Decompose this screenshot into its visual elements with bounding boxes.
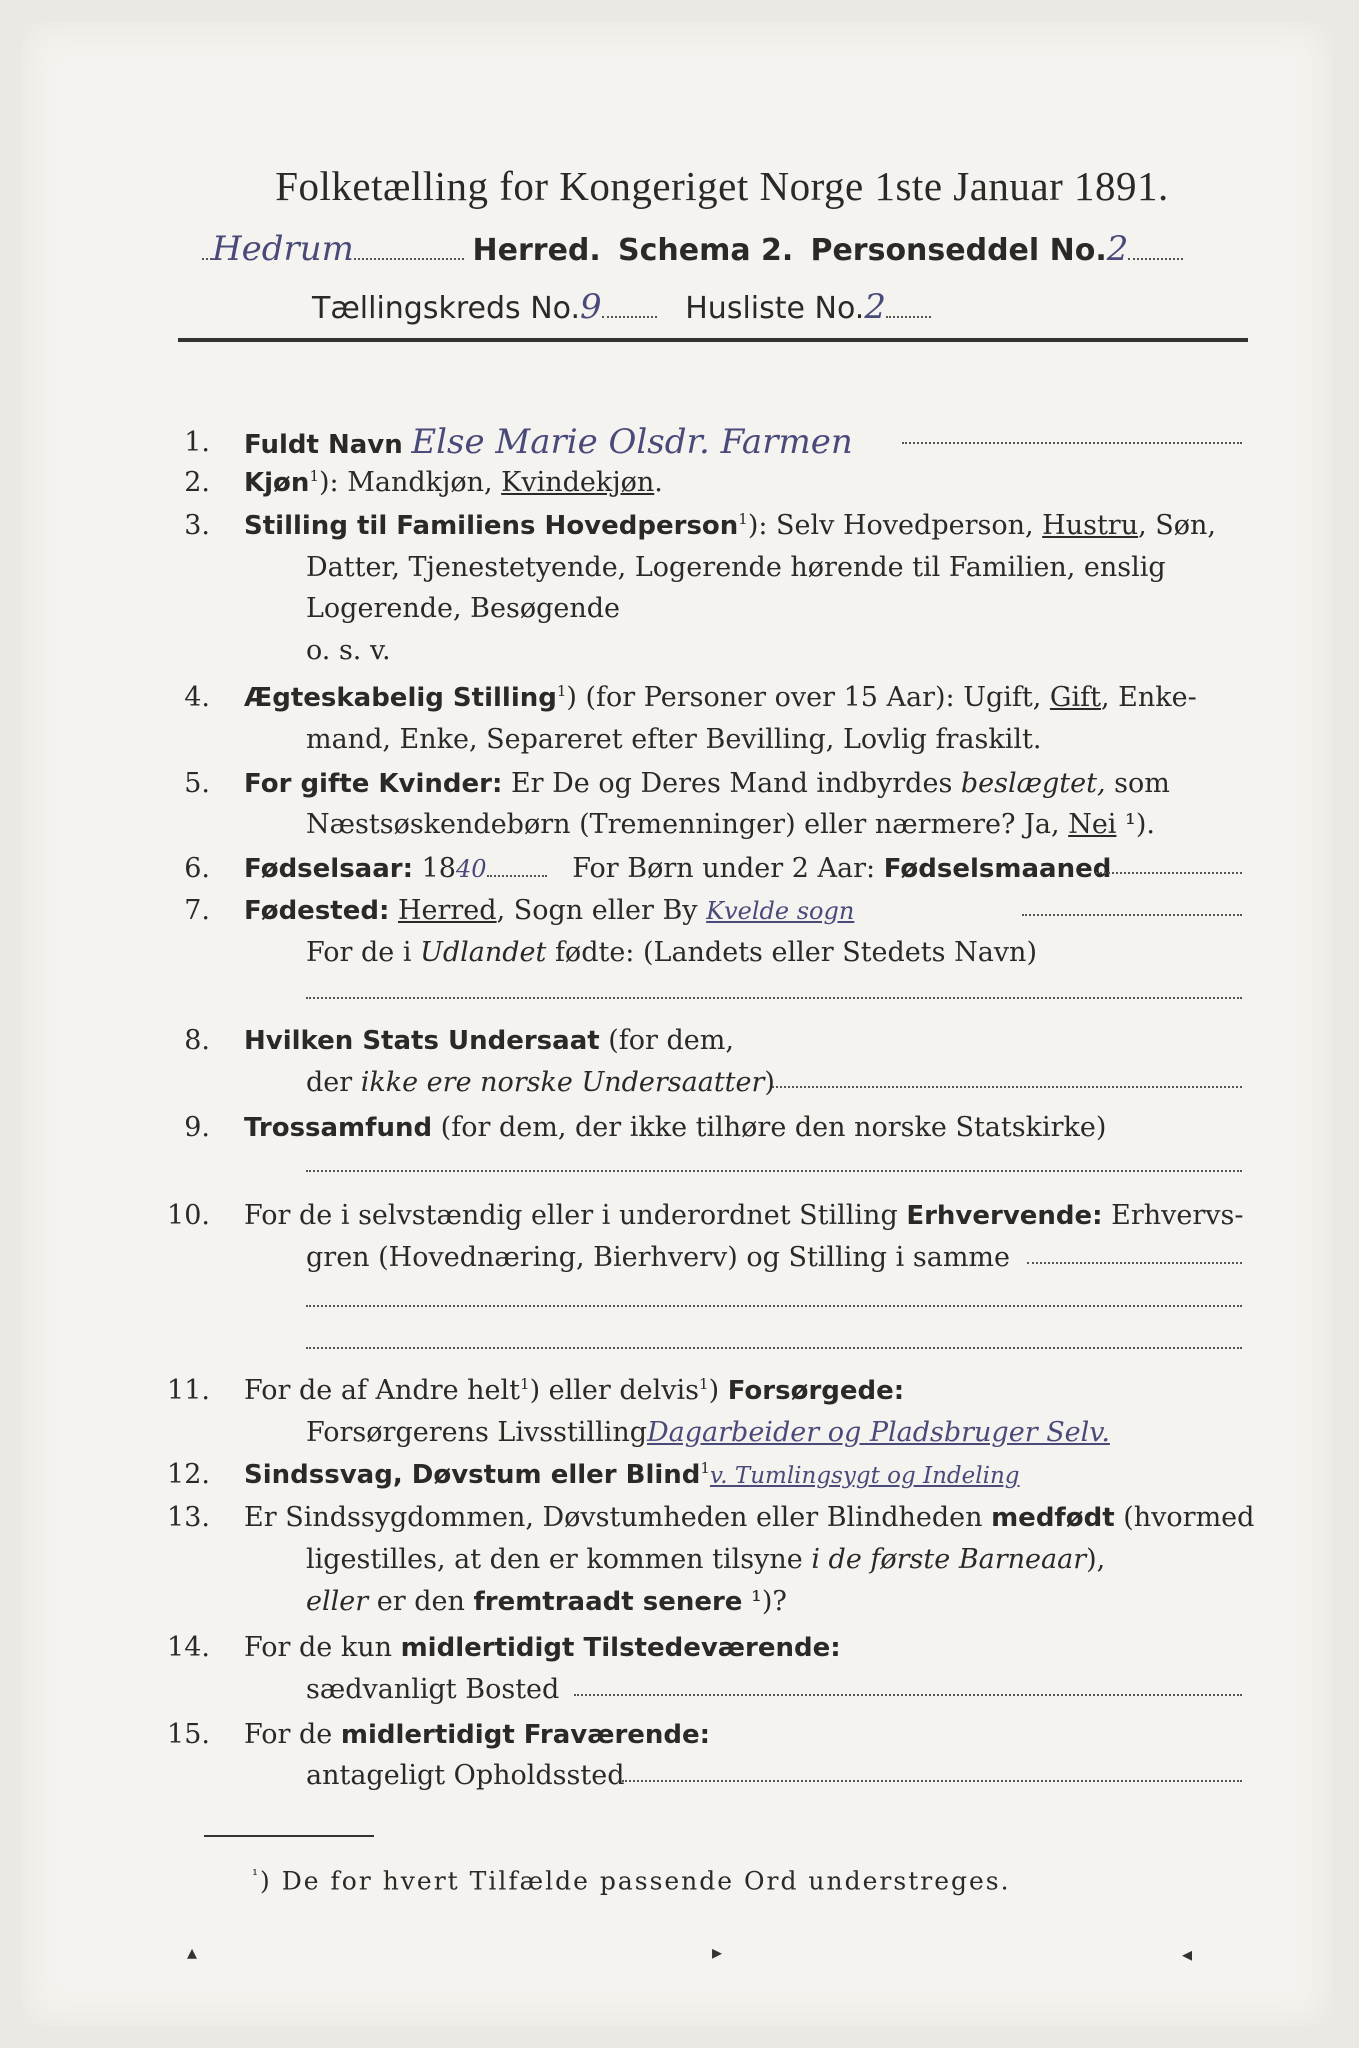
q8-dotted-line xyxy=(772,1086,1242,1088)
q7-number: 7. xyxy=(184,895,210,926)
footnote-rule xyxy=(204,1835,374,1837)
taellingskreds-label: Tællingskreds No. xyxy=(312,291,580,326)
q2-sup: 1 xyxy=(309,467,319,485)
q13-line3-label: fremtraadt senere xyxy=(473,1587,743,1617)
q3-line4: o. s. v. xyxy=(306,635,391,666)
footnote-text: ) De for hvert Tilfælde passende Ord understreges. xyxy=(260,1866,1011,1896)
q3-line1-text: ): Selv Hovedperson, xyxy=(747,510,1043,541)
q5-line1 xyxy=(244,768,1170,799)
q5-nei-underlined: Nei xyxy=(1068,809,1117,840)
q2-kvindekjon-underlined: Kvindekjøn xyxy=(501,467,655,498)
q7-line2b: fødte: (Landets eller Stedets Navn) xyxy=(546,937,1037,968)
q6-dotted-line xyxy=(1096,872,1242,874)
q10-line2: gren (Hovednæring, Bierhverv) og Stilling i samme xyxy=(306,1242,1011,1273)
q3-label: Stilling til Familiens Hovedperson xyxy=(244,511,739,541)
q8-number: 8. xyxy=(184,1025,210,1056)
q10-text-a: For de i selvstændig eller i underordnet Stilling xyxy=(244,1200,907,1231)
q2-row xyxy=(244,467,663,498)
q3-hustru-underlined: Hustru xyxy=(1042,510,1139,541)
q12-line1 xyxy=(244,1459,1020,1490)
q5-line1-text: Er De og Deres Mand indbyrdes xyxy=(502,768,961,799)
herred-label: Herred. xyxy=(472,233,601,268)
q13-line2a: ligestilles, at den er kommen tilsyne xyxy=(306,1544,812,1575)
q12-handwritten: v. Tumlingsygt og Indeling xyxy=(709,1463,1020,1489)
q8-label: Undersaat xyxy=(447,1026,600,1056)
q6-year-print: 18 xyxy=(413,853,456,884)
q5-line2-text: Næstsøskendebørn (Tremenninger) eller nærmere? Ja, xyxy=(306,809,1069,840)
q11-text-c: ) xyxy=(708,1375,728,1406)
q4-gift-underlined: Gift xyxy=(1049,682,1101,713)
q6-label: Fødselsaar: xyxy=(244,854,413,884)
corner-mark-left: ▴ xyxy=(187,1940,198,1964)
q5-line1-end: som xyxy=(1105,768,1170,799)
q11-handwritten-occupation: Dagarbeider og Pladsbruger Selv. xyxy=(647,1417,1110,1448)
q7-herred-underlined: Herred xyxy=(397,895,497,926)
q15-line2: antageligt Opholdssted xyxy=(306,1760,625,1791)
q7-label: Fødested: xyxy=(244,896,390,926)
q6-label2: Fødselsmaaned xyxy=(883,854,1112,884)
husliste-label: Husliste No. xyxy=(685,291,865,326)
q13-text-b: (hvormed xyxy=(1114,1502,1255,1533)
corner-mark-right: ◂ xyxy=(1182,1942,1193,1966)
q13-line1 xyxy=(244,1502,1254,1533)
corner-mark-middle: ▸ xyxy=(712,1940,723,1964)
q13-label: medfødt xyxy=(991,1503,1115,1533)
q10-number: 10. xyxy=(167,1200,210,1231)
q4-line2: mand, Enke, Separeret efter Bevilling, Lovlig fraskilt. xyxy=(306,724,1042,755)
q4-label: Ægteskabelig Stilling xyxy=(244,683,557,713)
q10-label: Erhvervende: xyxy=(906,1201,1103,1231)
q13-text-a: Er Sindssygdommen, Døvstumheden eller Blindheden xyxy=(244,1502,992,1533)
q4-line1: Ægteskabelig Stilling$^1$) (for Personer over 15 Aar): Ugift, Gift, Enke- xyxy=(244,682,1197,713)
q10-text-b: Erhvervs- xyxy=(1102,1200,1244,1231)
herred-line xyxy=(202,229,1183,269)
taellingskreds-line xyxy=(312,287,931,327)
q13-line3a: er den xyxy=(368,1586,474,1617)
q12-sup: 1 xyxy=(700,1459,710,1477)
q11-line2 xyxy=(306,1417,1110,1448)
q3-line1: Stilling til Familiens Hovedperson$^1$): Selv Hovedperson, Hustru, Søn, xyxy=(244,510,1216,541)
q10-dotted-line-2 xyxy=(306,1305,1242,1307)
q7-dotted-line-2 xyxy=(306,997,1242,999)
form-title: Folketælling for Kongeriget Norge 1ste Januar 1891. xyxy=(275,163,1169,209)
q11-label: Forsørgede: xyxy=(727,1376,905,1406)
footnote-sup: ¹ xyxy=(252,1866,261,1884)
q10-dotted-line-1 xyxy=(1027,1262,1242,1264)
q8-line2b: ) xyxy=(764,1067,775,1098)
q4-line1-text: ) (for Personer over 15 Aar): Ugift, xyxy=(566,682,1050,713)
q5-number: 5. xyxy=(184,768,210,799)
q7-line2a: For de i xyxy=(306,937,421,968)
q11-line2-text: Forsørgerens Livsstilling xyxy=(306,1417,648,1448)
taellingskreds-handwritten: 9 xyxy=(580,287,602,327)
q6-year-handwritten: 40 xyxy=(455,855,487,883)
schema-label: Schema 2. xyxy=(617,233,794,268)
census-form-sheet xyxy=(22,22,1332,2026)
q14-line1 xyxy=(244,1632,841,1663)
husliste-handwritten: 2 xyxy=(864,287,886,327)
q14-line2: sædvanligt Bosted xyxy=(306,1674,560,1705)
q1-handwritten-name: Else Marie Olsdr. Farmen xyxy=(411,422,853,462)
q1-number: 1. xyxy=(184,427,210,458)
q10-line1 xyxy=(244,1200,1244,1231)
q7-dotted-line xyxy=(1022,914,1242,916)
q13-line2 xyxy=(306,1544,1105,1575)
q15-number: 15. xyxy=(167,1719,210,1750)
q5-beslaegtet: beslægtet, xyxy=(960,768,1106,799)
q4-number: 4. xyxy=(184,682,210,713)
q11-line1: For de af Andre helt$^1$) eller delvis$^1$) Forsørgede: xyxy=(244,1375,905,1406)
q7-text: , Sogn eller By xyxy=(496,895,698,926)
q3-line3: Logerende, Besøgende xyxy=(306,593,620,624)
q3-number: 3. xyxy=(184,510,210,541)
personseddel-handwritten: 2 xyxy=(1106,229,1129,269)
personseddel-label: Personseddel No. xyxy=(810,233,1107,268)
q12-number: 12. xyxy=(167,1459,210,1490)
q9-number: 9. xyxy=(184,1112,210,1143)
q11-text-a: For de af Andre helt xyxy=(244,1375,521,1406)
q6-number: 6. xyxy=(184,853,210,884)
q5-label: For gifte Kvinder: xyxy=(244,769,503,799)
q8-line1 xyxy=(244,1025,734,1056)
q11-text-b: ) eller delvis xyxy=(529,1375,700,1406)
q4-line1-end: , Enke- xyxy=(1100,682,1197,713)
footnote xyxy=(252,1866,1011,1895)
q15-label: midlertidigt Fraværende: xyxy=(340,1720,711,1750)
q8-line2a: der xyxy=(306,1067,361,1098)
q13-eller: eller xyxy=(306,1586,369,1617)
q2-label: Kjøn xyxy=(244,468,310,498)
q7-line2 xyxy=(306,937,1037,968)
q2-text-a: ): Mandkjøn, xyxy=(318,467,502,498)
q8-italic: ikke ere norske Undersaatter xyxy=(360,1067,765,1098)
q9-line1 xyxy=(244,1112,1106,1143)
q7-handwritten-place: Kvelde sogn xyxy=(706,897,855,925)
q3-line2: Datter, Tjenestetyende, Logerende hørende til Familien, enslig xyxy=(306,552,1166,583)
q9-dotted-line xyxy=(306,1170,1242,1172)
q6-row xyxy=(244,853,1111,884)
q8-line1-end: (for dem, xyxy=(599,1025,734,1056)
q7-udlandet: Udlandet xyxy=(420,937,547,968)
q1-row xyxy=(244,422,853,462)
q5-line2 xyxy=(306,809,1155,840)
q13-number: 13. xyxy=(167,1502,210,1533)
q13-line3 xyxy=(306,1586,787,1617)
q13-line2b: ), xyxy=(1086,1544,1106,1575)
q14-text-a: For de kun xyxy=(244,1632,401,1663)
q14-label: midlertidigt Tilstedeværende: xyxy=(400,1633,841,1663)
herred-handwritten: Hedrum xyxy=(212,229,354,269)
q13-line3b: ¹)? xyxy=(742,1586,787,1617)
q15-text-a: For de xyxy=(244,1719,341,1750)
q11-number: 11. xyxy=(167,1375,210,1406)
q15-line1 xyxy=(244,1719,710,1750)
q2-number: 2. xyxy=(184,467,210,498)
q9-text: (for dem, der ikke tilhøre den norske Statskirke) xyxy=(432,1112,1107,1143)
q1-label: Fuldt Navn xyxy=(244,430,403,460)
q7-line1 xyxy=(244,895,854,926)
q2-text-c: . xyxy=(654,467,663,498)
q14-number: 14. xyxy=(167,1632,210,1663)
q5-line2-end: ¹). xyxy=(1116,809,1155,840)
q8-label-a: Hvilken Stats xyxy=(244,1026,448,1056)
header-divider xyxy=(178,338,1248,342)
q3-line1-end: , Søn, xyxy=(1138,510,1216,541)
q12-label: Sindssvag, Døvstum eller Blind xyxy=(244,1460,701,1490)
q14-dotted-line xyxy=(574,1694,1242,1696)
q6-text: For Børn under 2 Aar: xyxy=(572,853,884,884)
q13-line2-italic: i de første Barneaar xyxy=(811,1544,1087,1575)
q15-dotted-line xyxy=(622,1780,1242,1782)
q9-label: Trossamfund xyxy=(244,1113,433,1143)
q10-dotted-line-3 xyxy=(306,1347,1242,1349)
q1-dotted-line xyxy=(902,442,1242,444)
q8-line2 xyxy=(306,1067,775,1098)
